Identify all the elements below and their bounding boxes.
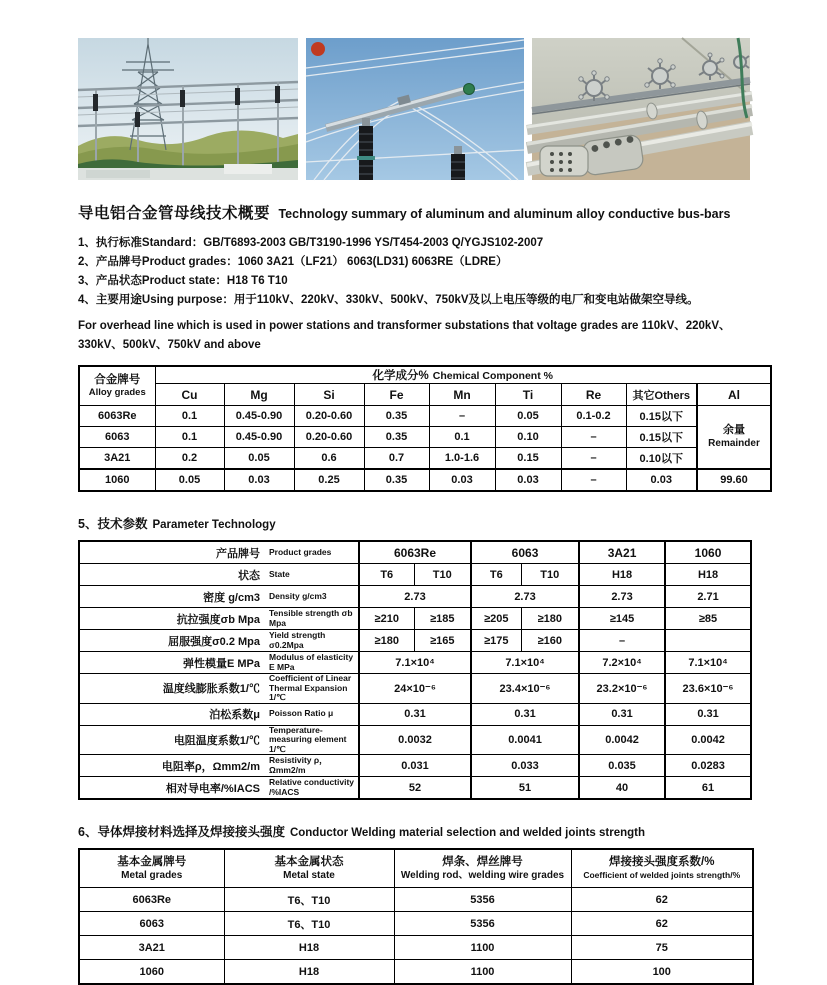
cell: 0.15以下 bbox=[626, 406, 697, 427]
cell: 2.73 bbox=[471, 586, 579, 608]
cell: T6、T10 bbox=[224, 912, 394, 936]
row-label: 电阻温度系数1/℃ Temperature-measuring element 1/℃ bbox=[79, 725, 359, 755]
cell: 6063Re bbox=[79, 406, 155, 427]
cell: 0.1 bbox=[155, 427, 224, 448]
cell: 7.1×10⁴ bbox=[471, 652, 579, 674]
cell: 0.05 bbox=[224, 448, 294, 470]
page-title bbox=[78, 201, 754, 223]
section-5-heading: 5、技术参数 Parameter Technology bbox=[78, 517, 276, 531]
chem-corner-cell: 合金牌号 Alloy grades bbox=[79, 366, 155, 406]
sky bbox=[306, 38, 524, 180]
insulator-left bbox=[357, 118, 375, 180]
cell: 0.03 bbox=[495, 469, 561, 491]
list-item-using-purpose: 4、主要用途Using purpose：用于110kV、220kV、330kV、500kV、750kV及以上电压等级的电厂和变电站做架空导线。 bbox=[78, 294, 699, 306]
cell: 61 bbox=[665, 777, 751, 800]
cell: 2.73 bbox=[579, 586, 665, 608]
cell: ≥210 bbox=[359, 608, 414, 630]
chem-row-3a21 bbox=[79, 448, 771, 470]
chem-group-header: 化学成分% Chemical Component % bbox=[155, 366, 771, 384]
grade-header: 6063 bbox=[471, 541, 579, 564]
cell: 0.05 bbox=[155, 469, 224, 491]
list-item-product-state: 3、产品状态Product state：H18 T6 T10 bbox=[78, 275, 288, 287]
cell: 7.2×10⁴ bbox=[579, 652, 665, 674]
cell: ≥160 bbox=[521, 630, 579, 652]
cell: 7.1×10⁴ bbox=[359, 652, 471, 674]
cell: 5356 bbox=[394, 888, 571, 912]
cell: 2.71 bbox=[665, 586, 751, 608]
param-row-density bbox=[79, 586, 751, 608]
photo-substation bbox=[78, 38, 298, 180]
parameter-table bbox=[78, 540, 752, 800]
cell: 0.45-0.90 bbox=[224, 427, 294, 448]
cell: 7.1×10⁴ bbox=[665, 652, 751, 674]
cell: 0.031 bbox=[359, 755, 471, 777]
welding-header-row bbox=[79, 849, 753, 888]
cell: 1060 bbox=[79, 469, 155, 491]
row-label: 温度线膨胀系数1/℃ Coefficient of Linear Thermal Expansion 1/℃ bbox=[79, 674, 359, 704]
cell: – bbox=[429, 406, 495, 427]
cell: T6 bbox=[359, 564, 414, 586]
row-label: 屈服强度σ0.2 Mpa Yield strength σ0.2Mpa bbox=[79, 630, 359, 652]
cell: 0.0032 bbox=[359, 725, 471, 755]
cell: – bbox=[561, 469, 626, 491]
page-title-zh: 导电铝合金管母线技术概要 bbox=[78, 205, 271, 222]
cell: 100 bbox=[571, 960, 753, 985]
busbar-line-photo-image bbox=[306, 38, 524, 180]
chem-row-1060 bbox=[79, 469, 771, 491]
grade-header: 6063Re bbox=[359, 541, 471, 564]
param-grades-row bbox=[79, 541, 751, 564]
row-label: 产品牌号 Product grades bbox=[79, 541, 359, 564]
cell: ≥180 bbox=[521, 608, 579, 630]
cell: 0.31 bbox=[471, 703, 579, 725]
row-label: 密度 g/cm3 Density g/cm3 bbox=[79, 586, 359, 608]
cell: ≥205 bbox=[471, 608, 521, 630]
cell: 0.03 bbox=[224, 469, 294, 491]
cell: 0.31 bbox=[665, 703, 751, 725]
col-header: Mn bbox=[429, 384, 495, 406]
cell: H18 bbox=[224, 960, 394, 985]
aluminum-tubes-photo-image bbox=[532, 38, 750, 180]
cell: 3A21 bbox=[79, 936, 224, 960]
cell: ≥180 bbox=[359, 630, 414, 652]
weld-row-1060 bbox=[79, 960, 753, 985]
welding-table bbox=[78, 848, 754, 985]
green-end-cap bbox=[464, 84, 475, 95]
cell: 62 bbox=[571, 912, 753, 936]
cell: 1060 bbox=[79, 960, 224, 985]
substation-photo-image bbox=[78, 38, 298, 180]
cell: 51 bbox=[471, 777, 579, 800]
cell: 52 bbox=[359, 777, 471, 800]
cell: 2.73 bbox=[359, 586, 471, 608]
cell: 5356 bbox=[394, 912, 571, 936]
photo-strip bbox=[78, 38, 754, 180]
cell: 0.35 bbox=[364, 406, 429, 427]
cell: 0.10以下 bbox=[626, 448, 697, 470]
col-header: 焊接接头强度系数/% Coefficient of welded joints strength/% bbox=[571, 849, 753, 888]
cell bbox=[665, 630, 751, 652]
cell: 0.20-0.60 bbox=[294, 406, 364, 427]
chem-group-header-row bbox=[79, 366, 771, 384]
cell: 0.35 bbox=[364, 469, 429, 491]
col-header: Fe bbox=[364, 384, 429, 406]
cell: 0.05 bbox=[495, 406, 561, 427]
weld-row-6063 bbox=[79, 912, 753, 936]
cell: – bbox=[561, 448, 626, 470]
row-label: 相对导电率/%IACS Relative conductivity /%IACS bbox=[79, 777, 359, 800]
cell: 0.15以下 bbox=[626, 427, 697, 448]
grade-header: 3A21 bbox=[579, 541, 665, 564]
cell: 1100 bbox=[394, 936, 571, 960]
cell: H18 bbox=[579, 564, 665, 586]
cell: 0.6 bbox=[294, 448, 364, 470]
cell: 0.10 bbox=[495, 427, 561, 448]
cell: 0.0042 bbox=[579, 725, 665, 755]
param-row-poisson bbox=[79, 703, 751, 725]
col-header: Al bbox=[697, 384, 771, 406]
col-header: 基本金属状态 Metal state bbox=[224, 849, 394, 888]
param-row-conductivity bbox=[79, 777, 751, 800]
param-row-temp-coefficient bbox=[79, 725, 751, 755]
cell: 0.0283 bbox=[665, 755, 751, 777]
section-6-heading: 6、导体焊接材料选择及焊接接头强度 Conductor Welding material selection and welded joints strength bbox=[78, 825, 646, 839]
cell: T10 bbox=[521, 564, 579, 586]
col-header: Cu bbox=[155, 384, 224, 406]
cell: T6、T10 bbox=[224, 888, 394, 912]
col-header: 焊条、焊丝牌号 Welding rod、welding wire grades bbox=[394, 849, 571, 888]
remainder-cell: 余量 Remainder bbox=[697, 406, 771, 470]
photo-aluminum-tubes bbox=[532, 38, 750, 180]
cell: 3A21 bbox=[79, 448, 155, 470]
cell: 0.2 bbox=[155, 448, 224, 470]
row-label: 电阻率ρ，Ωmm2/m Resistivity ρ，Ωmm2/m bbox=[79, 755, 359, 777]
param-row-tensile-strength bbox=[79, 608, 751, 630]
cell: ≥145 bbox=[579, 608, 665, 630]
weld-row-6063re bbox=[79, 888, 753, 912]
chem-column-header-row bbox=[79, 384, 771, 406]
cell: 0.035 bbox=[579, 755, 665, 777]
row-label: 抗拉强度σb Mpa Tensible strength σb Mpa bbox=[79, 608, 359, 630]
grade-header: 1060 bbox=[665, 541, 751, 564]
photo-busbar-line bbox=[306, 38, 524, 180]
cell: 0.1 bbox=[155, 406, 224, 427]
cell: 99.60 bbox=[697, 469, 771, 491]
cell: 6063 bbox=[79, 912, 224, 936]
list-item-standard: 1、执行标准Standard：GB/T6893-2003 GB/T3190-1996 YS/T454-2003 Q/YGJS102-2007 bbox=[78, 237, 544, 249]
cell: T10 bbox=[414, 564, 471, 586]
chemical-composition-table bbox=[78, 365, 772, 492]
cell: 62 bbox=[571, 888, 753, 912]
cell: 0.35 bbox=[364, 427, 429, 448]
red-marker-ball bbox=[311, 42, 325, 56]
cell: 0.7 bbox=[364, 448, 429, 470]
page-content bbox=[78, 38, 760, 985]
cell: 0.31 bbox=[359, 703, 471, 725]
col-header: 其它Others bbox=[626, 384, 697, 406]
cell: 0.15 bbox=[495, 448, 561, 470]
cell: 0.20-0.60 bbox=[294, 427, 364, 448]
chem-row-6063re bbox=[79, 406, 771, 427]
cell: 0.1 bbox=[429, 427, 495, 448]
cell: 40 bbox=[579, 777, 665, 800]
cell: H18 bbox=[665, 564, 751, 586]
cell: 0.0042 bbox=[665, 725, 751, 755]
cell: – bbox=[561, 427, 626, 448]
cell: 0.25 bbox=[294, 469, 364, 491]
param-row-thermal-expansion bbox=[79, 674, 751, 704]
intro-list bbox=[78, 234, 754, 355]
col-header: Mg bbox=[224, 384, 294, 406]
cell: 1100 bbox=[394, 960, 571, 985]
cell: ≥85 bbox=[665, 608, 751, 630]
cell: 75 bbox=[571, 936, 753, 960]
weld-row-3a21 bbox=[79, 936, 753, 960]
page-title-en: Technology summary of aluminum and aluminum alloy conductive bus-bars bbox=[278, 207, 731, 221]
cell: 24×10⁻⁶ bbox=[359, 674, 471, 704]
param-row-yield-strength bbox=[79, 630, 751, 652]
param-row-modulus bbox=[79, 652, 751, 674]
row-label: 泊松系数μ Poisson Ratio μ bbox=[79, 703, 359, 725]
cell: 6063Re bbox=[79, 888, 224, 912]
cell: 0.03 bbox=[626, 469, 697, 491]
cell: T6 bbox=[471, 564, 521, 586]
cell: 23.6×10⁻⁶ bbox=[665, 674, 751, 704]
col-header: Ti bbox=[495, 384, 561, 406]
cell: 0.31 bbox=[579, 703, 665, 725]
cell: 1.0-1.6 bbox=[429, 448, 495, 470]
col-header: 基本金属牌号 Metal grades bbox=[79, 849, 224, 888]
cell: 23.4×10⁻⁶ bbox=[471, 674, 579, 704]
row-label: 状态 State bbox=[79, 564, 359, 586]
col-header: Si bbox=[294, 384, 364, 406]
cell: 0.45-0.90 bbox=[224, 406, 294, 427]
cell: ≥185 bbox=[414, 608, 471, 630]
cell: – bbox=[579, 630, 665, 652]
cell: 6063 bbox=[79, 427, 155, 448]
cell: ≥175 bbox=[471, 630, 521, 652]
cell: 0.0041 bbox=[471, 725, 579, 755]
param-state-row bbox=[79, 564, 751, 586]
cell: H18 bbox=[224, 936, 394, 960]
cell: 0.1-0.2 bbox=[561, 406, 626, 427]
intro-paragraph: For overhead line which is used in power stations and transformer substations that voltage grades are 110kV、220kV、330kV、500kV、750kV and above bbox=[78, 320, 731, 351]
col-header: Re bbox=[561, 384, 626, 406]
list-item-product-grades: 2、产品牌号Product grades：1060 3A21（LF21） 6063(LD31) 6063RE（LDRE） bbox=[78, 256, 508, 268]
param-row-resistivity bbox=[79, 755, 751, 777]
chem-row-6063 bbox=[79, 427, 771, 448]
cell: 23.2×10⁻⁶ bbox=[579, 674, 665, 704]
cell: ≥165 bbox=[414, 630, 471, 652]
cell: 0.033 bbox=[471, 755, 579, 777]
row-label: 弹性模量E MPa Modulus of elasticity E MPa bbox=[79, 652, 359, 674]
cell: 0.03 bbox=[429, 469, 495, 491]
